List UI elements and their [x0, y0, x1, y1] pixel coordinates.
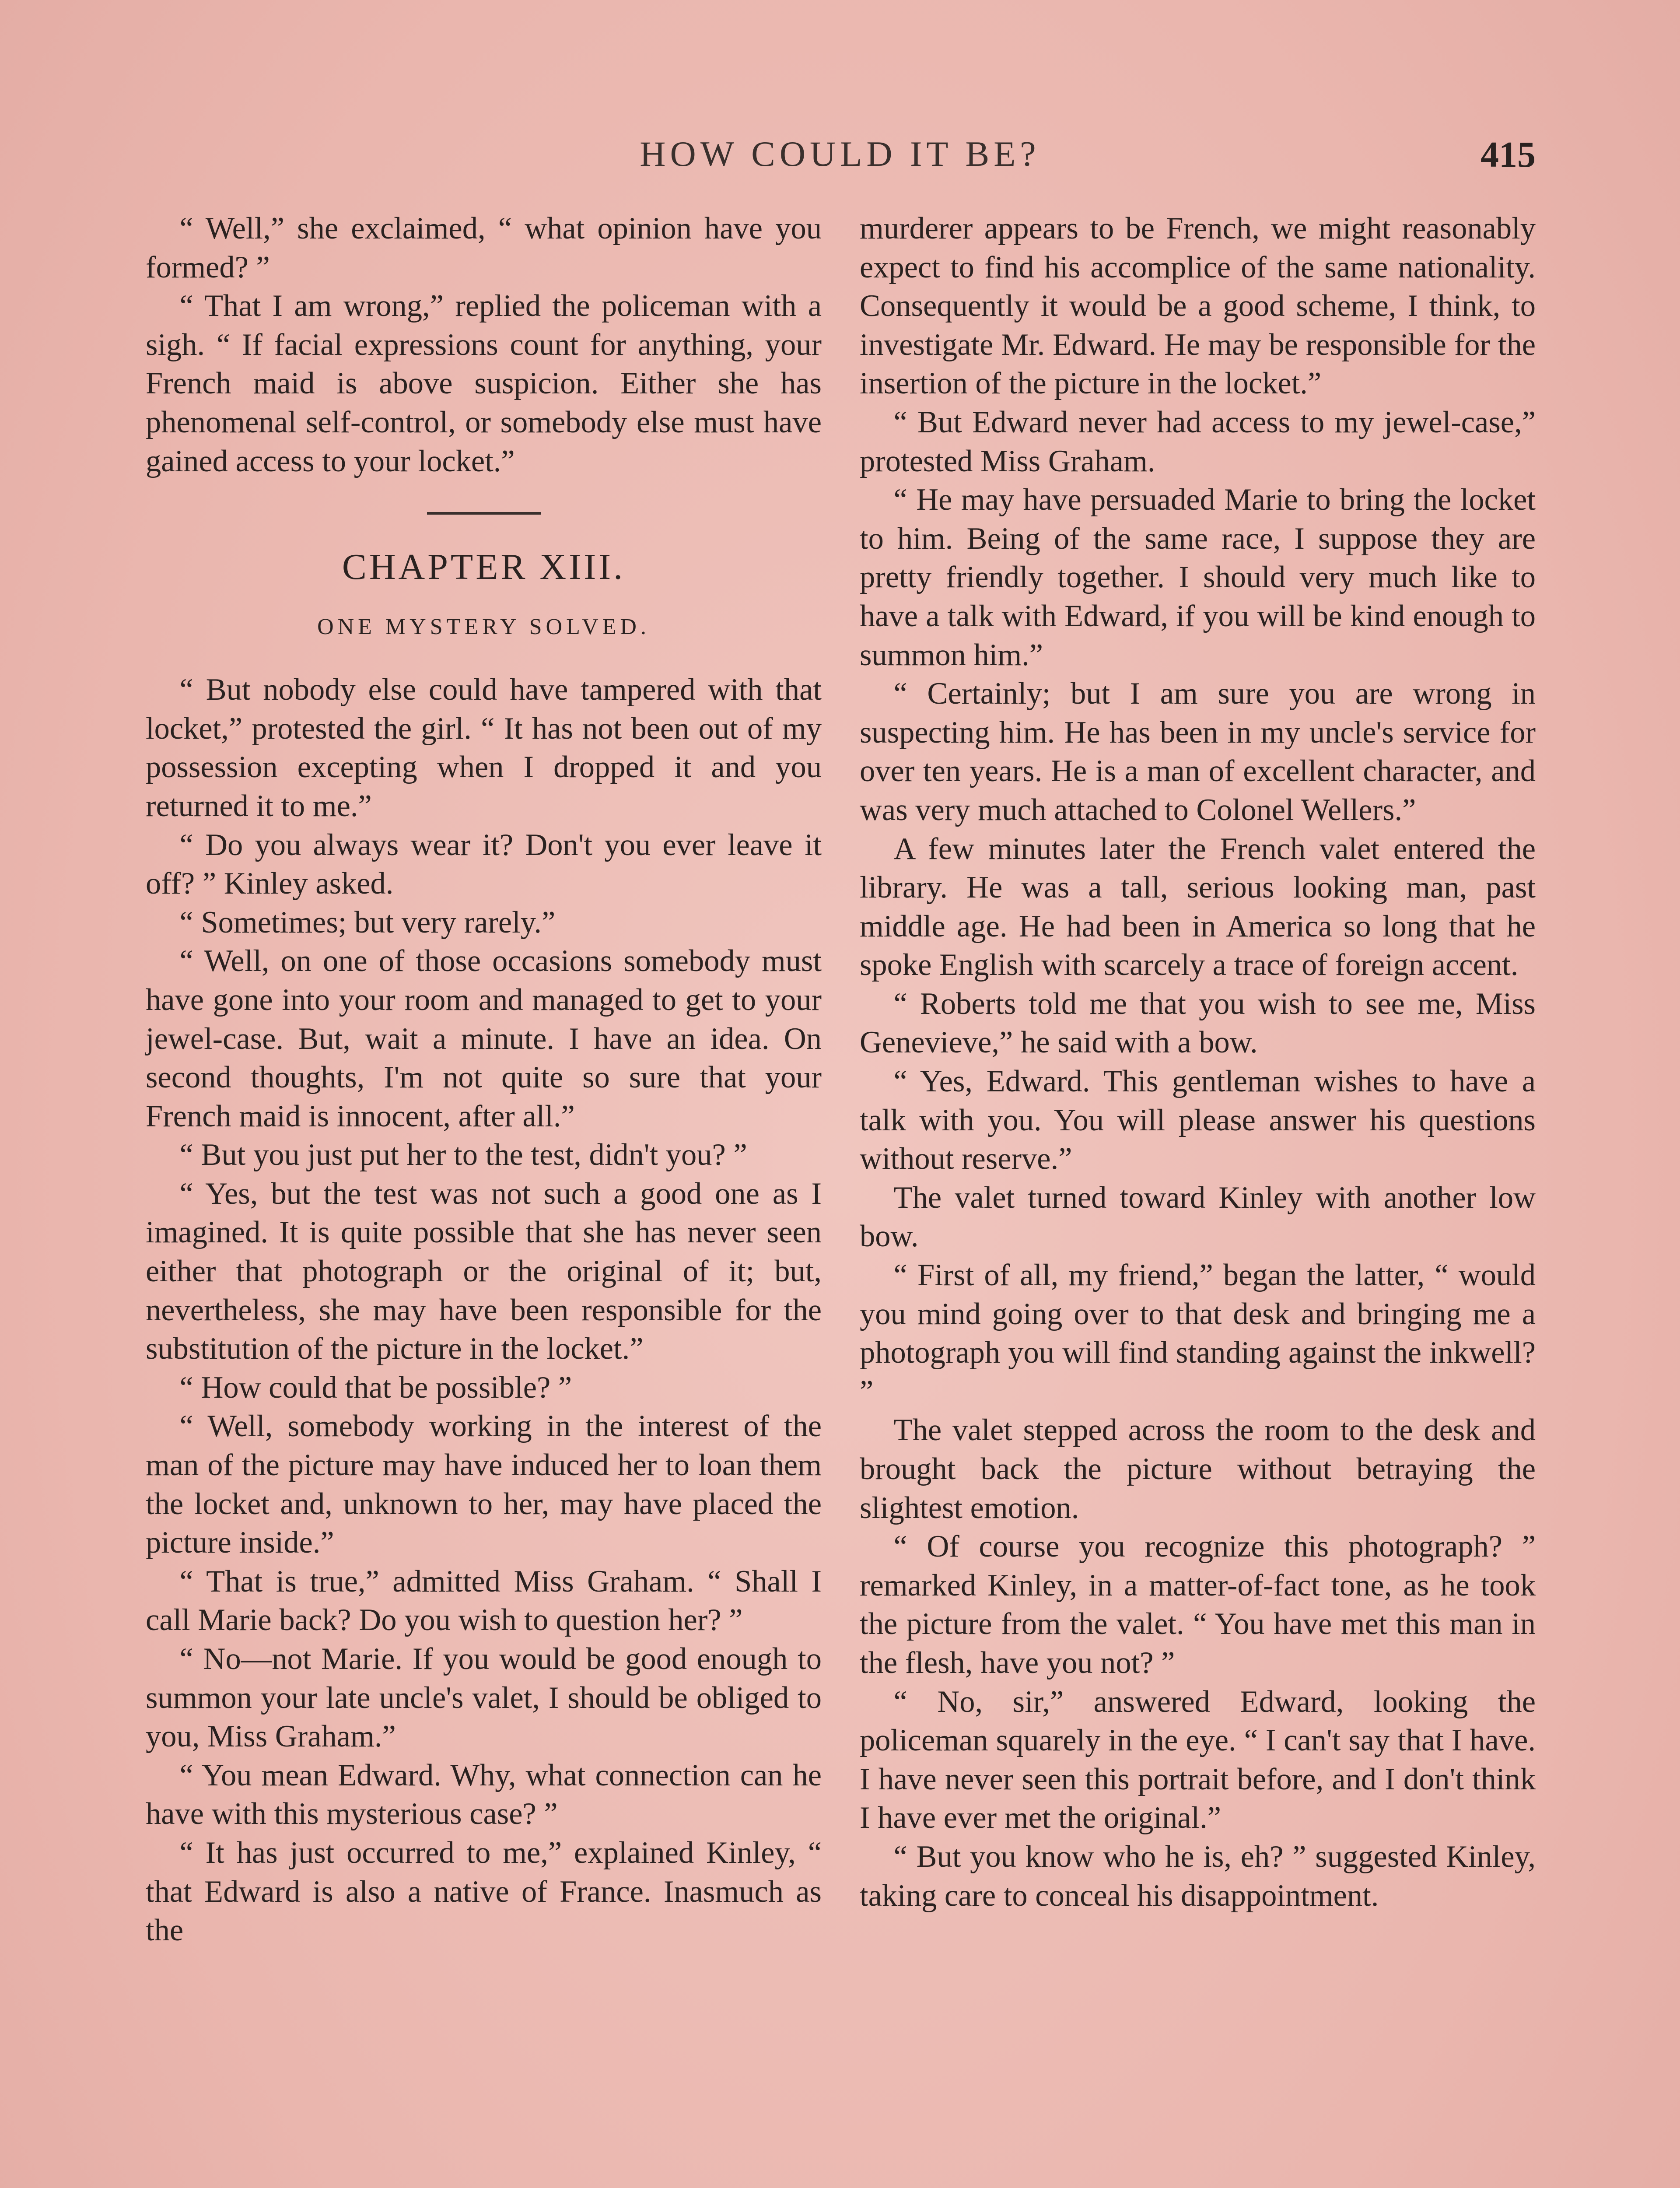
paragraph: “ But you know who he is, eh? ” suggested Kinley, taking care to conceal his disappointment. — [860, 1839, 1536, 1913]
paragraph: “ It has just occurred to me,” explained Kinley, “ that Edward is also a native of France. Inasmuch as the — [146, 1835, 822, 1948]
paragraph: The valet stepped across the room to the desk and brought back the picture without betraying the slightest emotion. — [860, 1413, 1536, 1525]
paragraph: “ Certainly; but I am sure you are wrong in suspecting him. He has been in my uncle's service for over ten years. He is a man of excellent character, and was very much attached to Colonel Wellers.” — [860, 677, 1536, 827]
paragraph: “ No—not Marie. If you would be good enough to summon your late uncle's valet, I should be obliged to you, Miss Graham.” — [146, 1642, 822, 1754]
paragraph: “ But you just put her to the test, didn't you? ” — [179, 1138, 747, 1172]
chapter-subtitle: ONE MYSTERY SOLVED. — [317, 614, 650, 640]
paragraph: “ Yes, but the test was not such a good one as I imagined. It is quite possible that she has never seen either that photograph or the original of it; but, nevertheless, she may have been responsible for the substitution of the picture in the locket.” — [146, 1176, 822, 1366]
page-number: 415 — [1480, 134, 1536, 175]
paragraph: “ Well, on one of those occasions somebody must have gone into your room and managed to get to your jewel-case. But, wait a minute. I have an idea. On second thoughts, I'm not quite so sure that your French maid is innocent, after all.” — [146, 944, 822, 1133]
running-head — [144, 133, 1536, 177]
paragraph: “ That is true,” admitted Miss Graham. “ Shall I call Marie back? Do you wish to question her? ” — [146, 1564, 822, 1637]
paragraph: “ Well,” she exclaimed, “ what opinion have you formed? ” — [146, 211, 822, 284]
paragraph: “ First of all, my friend,” began the latter, “ would you mind going over to that desk and bringing me a photograph you will find standing against the inkwell? ” — [860, 1258, 1536, 1409]
paragraph: A few minutes later the French valet entered the library. He was a tall, serious looking man, past middle age. He had been in America so long that he spoke English with scarcely a trace of foreign accent. — [860, 831, 1536, 982]
running-title: HOW COULD IT BE? — [640, 134, 1040, 174]
paragraph: “ Of course you recognize this photograph? ” remarked Kinley, in a matter-of-fact tone, as he took the picture from the valet. “ You have met this man in the flesh, have you not? ” — [860, 1529, 1536, 1680]
paragraph: “ But Edward never had access to my jewel-case,” protested Miss Graham. — [860, 405, 1536, 478]
paragraph: “ Well, somebody working in the interest of the man of the picture may have induced her to loan them the locket and, unknown to her, may have placed the picture inside.” — [146, 1409, 822, 1560]
right-column — [860, 209, 1536, 1915]
paragraph: “ That I am wrong,” replied the policeman with a sigh. “ If facial expressions count for anything, your French maid is above suspicion. Either she has phenomenal self-control, or somebody else must have gained access to your locket.” — [146, 289, 822, 478]
section-divider — [427, 512, 541, 515]
chapter-title: CHAPTER XIII. — [342, 547, 626, 588]
paragraph: “ But nobody else could have tampered with that locket,” protested the girl. “ It has not been out of my possession excepting when I dropped it and you returned it to me.” — [146, 673, 822, 823]
paragraph: “ Yes, Edward. This gentleman wishes to have a talk with you. You will please answer his questions without reserve.” — [860, 1064, 1536, 1176]
paragraph: The valet turned toward Kinley with another low bow. — [860, 1180, 1536, 1254]
paragraph: “ Roberts told me that you wish to see me, Miss Genevieve,” he said with a bow. — [860, 986, 1536, 1060]
paragraph: “ Sometimes; but very rarely.” — [179, 905, 556, 940]
paragraph: “ How could that be possible? ” — [179, 1370, 572, 1405]
left-column — [146, 209, 822, 1950]
paragraph: “ He may have persuaded Marie to bring the locket to him. Being of the same race, I suppose they are pretty friendly together. I should very much like to have a talk with Edward, if you will be kind enough to summon him.” — [860, 483, 1536, 672]
paragraph: “ You mean Edward. Why, what connection can he have with this mysterious case? ” — [146, 1758, 822, 1831]
paragraph: “ Do you always wear it? Don't you ever leave it off? ” Kinley asked. — [146, 828, 822, 901]
paragraph-continuation: murderer appears to be French, we might reasonably expect to find his accomplice of the same nationality. Consequently it would be a good scheme, I think, to investigate Mr. Edward. He may be responsible for the insertion of the picture in the locket.” — [860, 211, 1536, 401]
paragraph: “ No, sir,” answered Edward, looking the policeman squarely in the eye. “ I can't say that I have. I have never seen this portrait before, and I don't think I have ever met the original.” — [860, 1684, 1536, 1835]
